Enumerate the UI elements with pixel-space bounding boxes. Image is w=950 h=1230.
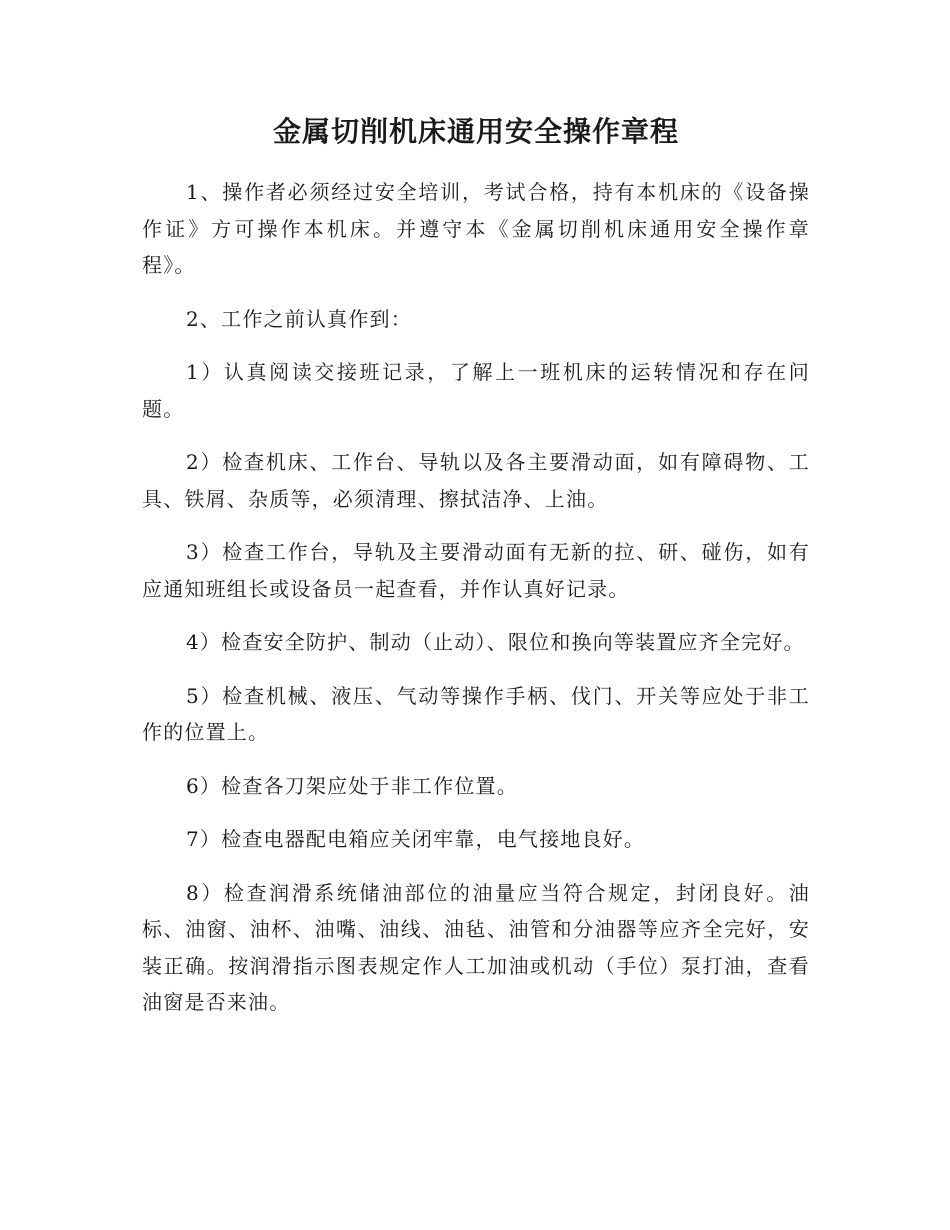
- paragraph-8: 6）检查各刀架应处于非工作位置。: [186, 773, 518, 798]
- document-page: [142, 112, 810, 1038]
- paragraph-3: 1）认真阅读交接班记录，了解上一班机床的运转情况和存在问题。: [142, 360, 810, 421]
- paragraph-2: 2、工作之前认真作到：: [186, 306, 412, 331]
- paragraph-5: 3）检查工作台，导轨及主要滑动面有无新的拉、研、碰伤，如有应通知班组长或设备员一起查看，并作认真好记录。: [142, 540, 810, 601]
- document-title: 金属切削机床通用安全操作章程: [272, 115, 679, 148]
- paragraph-9: 7）检查电器配电箱应关闭牢靠，电气接地良好。: [186, 827, 646, 851]
- paragraph-6: 4）检查安全防护、制动（止动）、限位和换向等装置应齐全完好。: [186, 630, 805, 654]
- paragraph-7: 5）检查机械、液压、气动等操作手柄、伐门、开关等应处于非工作的位置上。: [142, 683, 810, 744]
- paragraph-1: 1、操作者必须经过安全培训，考试合格，持有本机床的《设备操作证》方可操作本机床。并遵守本《金属切削机床通用安全操作章程》。: [142, 180, 810, 277]
- paragraph-4: 2）检查机床、工作台、导轨以及各主要滑动面，如有障碍物、工具、铁屑、杂质等，必须清理、擦拭洁净、上油。: [142, 450, 810, 511]
- paragraph-10: 8）检查润滑系统储油部位的油量应当符合规定，封闭良好。油标、油窗、油杯、油嘴、油线、油毡、油管和分油器等应齐全完好，安装正确。按润滑指示图表规定作人工加油或机动（手位）泵打油，查看油窗是否来油。: [142, 880, 810, 1014]
